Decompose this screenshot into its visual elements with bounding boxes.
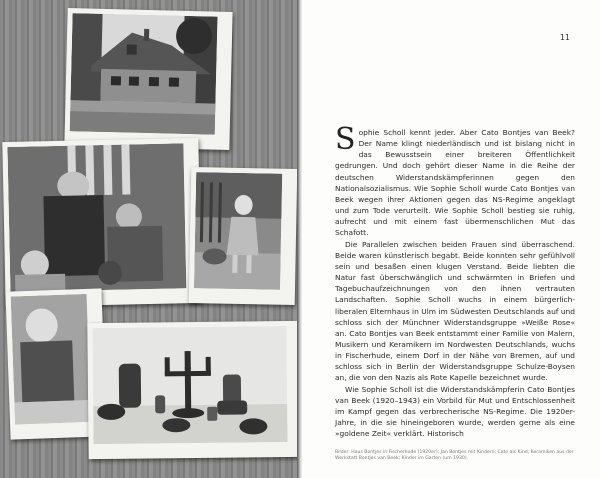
drop-cap: S [335,122,356,157]
paragraph-3: Wie Sophie Scholl ist die Widerstandskämpferin Cato Bontjes van Beek (1920–1943) ein Vorbild für Mut und Entschlossenheit im Kampf gegen das verbrecherische NS-Regime. Die 1920er-Jahre, in die sie hineingeboren wurde, werden gerne als eine »goldene Zeit« verklärt. Historisch [335,384,575,439]
text-page [302,0,600,478]
paragraph-1: Sophie Scholl kennt jeder. Aber Cato Bontjes van Beek? Der Name klingt niederländisch und ist bislang nicht in das Bewusstsein einer breiteren Öffentlichkeit gedrungen. Und doch gehört dieser Name in die Reihe der deutschen Widerstandskämpferinnen gegen den Nationalsozialismus. Wie Sophie Scholl wurde Cato Bontjes van Beek wegen ihrer Aktionen gegen das NS-Regime angeklagt und zum Tode verurteilt. Wie Sophie Scholl bestieg sie ruhig, aufrecht und mit einem fast übermenschlichen Mut das Schafott. [335,122,575,238]
photo-ceramics [87,321,299,459]
child-image [11,294,91,425]
ceramics-image [92,326,287,444]
girl-image [194,172,282,290]
photo-caption: Bilder: Haus Bontjes in Fischerhude (1920er); Jan Bontjes mit Kindern; Cato als Kind; Keramiken aus der Werkstatt Bontjes van Beek; Kinder im Garten (um 1930). [335,450,574,462]
photo-girl [189,167,298,305]
paragraph-2: Die Parallelen zwischen beiden Frauen sind überraschend. Beide waren künstlerisch begabt. Beide konnten sehr gefühlvoll sein und besaßen einen klugen Verstand. Beide liebten die Natur fast überschwänglich und schwärmten in Briefen und Tagebuchaufzeichnungen von den ihnen vertrauten Landschaften. Sophie Scholl wuchs in einem bürgerlich-liberalen Elternhaus in Ulm im Südwesten Deutschlands auf und schloss sich der Münchner Widerstandsgruppe »Weiße Rose« an. Cato Bontjes van Beek entstammt einer Familie von Malern, Musikern und Keramikern im Nordwesten Deutschlands, wuchs in Fischerhude, einem Dorf in der Nähe von Bremen, auf und schloss sich in Berlin der Widerstandsgruppe Schulze-Boysen an, die von den Nazis als Rote Kapelle bezeichnet wurde. [335,239,575,383]
house-image [70,13,218,135]
photo-house [64,8,232,150]
body-text [335,122,575,439]
page-number: 11 [559,33,570,42]
family-image [7,143,186,292]
photo-family [2,138,201,307]
photo-collage-page [0,0,299,478]
